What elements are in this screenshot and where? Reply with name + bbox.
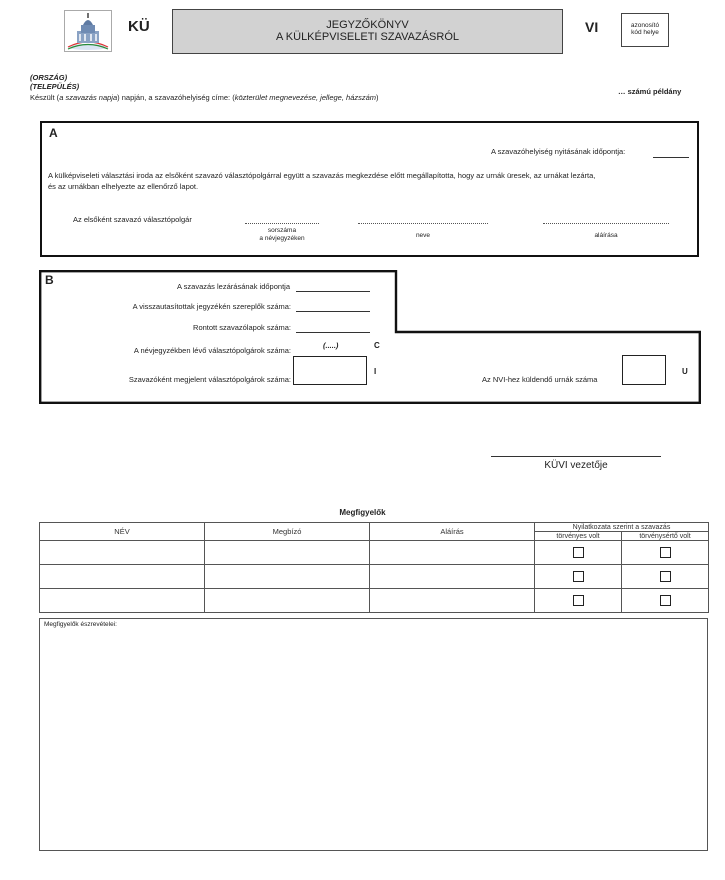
principal-cell[interactable] [205,565,370,589]
rejected-field[interactable] [296,311,370,312]
remarks-box[interactable] [39,618,708,851]
signature-cell[interactable] [370,541,535,565]
section-a-letter: A [49,126,58,140]
name-cell[interactable] [40,541,205,565]
first-voter-signature-field[interactable] [543,223,669,224]
id-code-label-2: kód helye [631,29,659,36]
made-prefix: Készült ( [30,93,60,102]
lawful-checkbox[interactable] [573,547,584,558]
signature-cell[interactable] [370,589,535,613]
made-mid: ) napján, a szavazóhelyiség címe: ( [117,93,235,102]
lawful-checkbox[interactable] [573,595,584,606]
name-cell[interactable] [40,565,205,589]
col-number-label-1: sorszáma [267,227,297,234]
unlawful-checkbox[interactable] [660,547,671,558]
made-address: közterület megnevezése, jellege, házszám [234,93,377,102]
signature-label: KÜVI vezetője [544,460,608,471]
name-cell[interactable] [40,589,205,613]
col-statement-header: Nyilatkozata szerint a szavazás [535,523,709,532]
code-i: I [374,367,377,376]
statement-line-1: A külképviseleti választási iroda az elsőként szavazó választópolgárral együtt a szavazás megkezdése előtt megállapította, hogy az urnák üresek, az urnákat lezárta, [48,171,596,180]
table-row [40,565,709,589]
spoiled-label: Rontott szavazólapok száma: [193,323,291,332]
unlawful-cell [622,565,709,589]
rejected-label: A visszautasítottak jegyzékén szereplők száma: [132,302,291,311]
statement-line-2: és az urnákban elhelyezte az ellenőrző lapot. [48,182,199,191]
lawful-cell [535,565,622,589]
col-signature-label: aláírása [594,232,618,239]
made-line [30,93,379,102]
closing-time-field[interactable] [296,291,370,292]
col-principal-header: Megbízó [205,523,370,541]
made-date: a szavazás napja [59,93,118,102]
lawful-checkbox[interactable] [573,571,584,582]
urns-label: Az NVI-hez küldendő urnák száma [482,375,598,384]
registered-value: (.....) [323,341,339,350]
appeared-label: Szavazóként megjelent választópolgárok száma: [128,375,291,384]
code-c: C [374,341,380,350]
lawful-cell [535,541,622,565]
first-voter-label: Az elsőként szavazó választópolgár [73,215,192,224]
registered-label: A névjegyzékben lévő választópolgárok száma: [133,346,291,355]
opening-time-field[interactable] [653,157,689,158]
logo-box [64,10,112,52]
title-line-2: A KÜLKÉPVISELETI SZAVAZÁSRÓL [276,31,459,43]
form-code: KÜ [128,18,150,35]
col-number-label-2: a névjegyzéken [259,235,305,242]
section-b-letter: B [45,273,54,287]
opening-time-label: A szavazóhelyiség nyitásának időpontja: [491,147,626,156]
col-name-header: NÉV [40,523,205,541]
remarks-label: Megfigyelők észrevételei: [44,621,117,628]
closing-time-label: A szavazás lezárásának időpontja [177,282,290,291]
lawful-cell [535,589,622,613]
appeared-field[interactable] [293,356,367,385]
observers-table [39,522,709,613]
signature-line[interactable] [491,456,661,457]
signature-cell[interactable] [370,565,535,589]
principal-cell[interactable] [205,589,370,613]
unlawful-cell [622,541,709,565]
first-voter-number-field[interactable] [245,223,319,224]
unlawful-checkbox[interactable] [660,571,671,582]
principal-cell[interactable] [205,541,370,565]
table-row [40,541,709,565]
col-name-label: neve [415,232,431,239]
col-signature-header: Aláírás [370,523,535,541]
copies-label: … számú példány [618,87,682,96]
table-row [40,589,709,613]
made-suffix: ) [376,93,379,102]
id-code-box [621,13,669,47]
section-a [40,121,699,257]
col-lawful-header: törvényes volt [535,532,622,541]
form-roman-number: VI [585,19,599,35]
title-box [172,9,563,54]
code-u: U [682,367,688,376]
title-line-1: JEGYZŐKÖNYV [326,19,409,31]
urns-field[interactable] [622,355,666,385]
unlawful-checkbox[interactable] [660,595,671,606]
settlement-label: (TELEPÜLÉS) [30,82,80,91]
id-code-label-1: azonosító [630,22,660,29]
first-voter-name-field[interactable] [358,223,488,224]
observers-title: Megfigyelők [339,508,386,517]
spoiled-field[interactable] [296,332,370,333]
col-unlawful-header: törvénysértő volt [622,532,709,541]
country-label: (ORSZÁG) [30,73,68,82]
parliament-logo-icon [65,11,111,51]
unlawful-cell [622,589,709,613]
